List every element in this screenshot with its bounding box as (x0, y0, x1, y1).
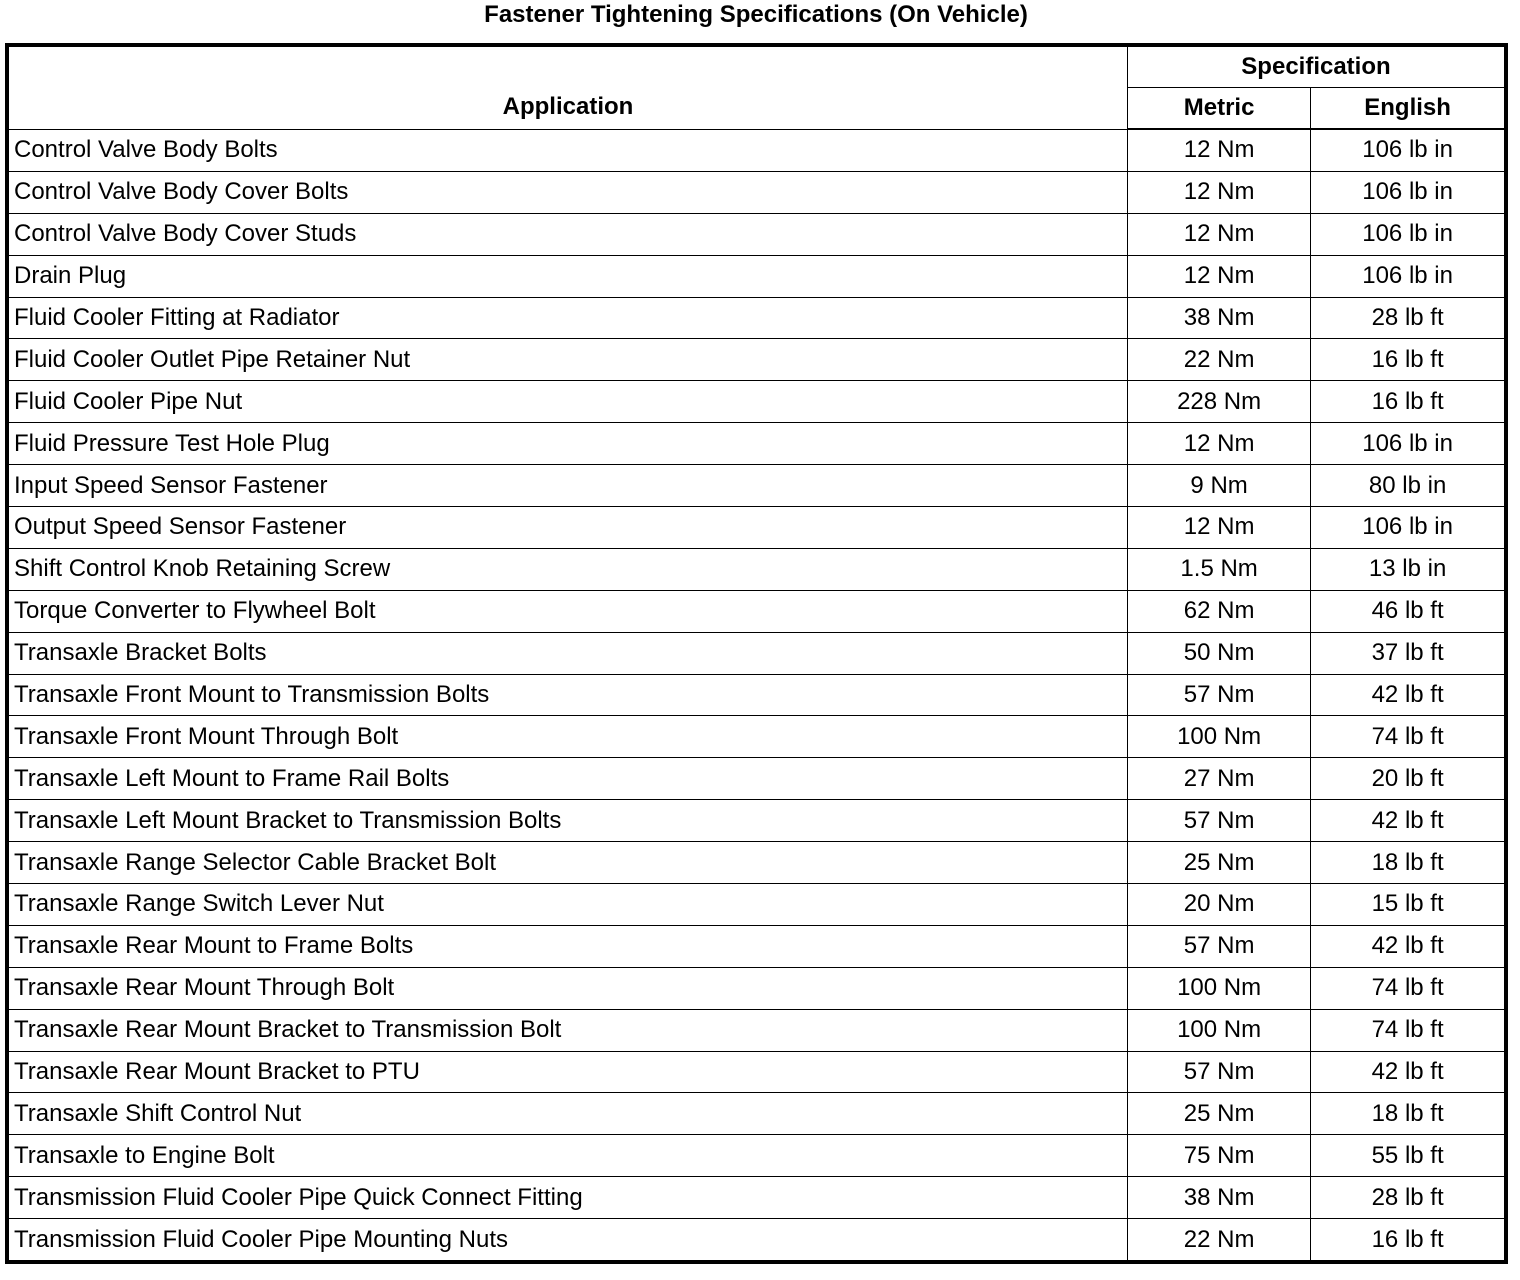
english-cell: 106 lb in (1311, 255, 1506, 297)
metric-cell: 12 Nm (1127, 507, 1310, 549)
metric-cell: 57 Nm (1127, 925, 1310, 967)
application-cell: Control Valve Body Bolts (7, 129, 1127, 171)
metric-cell: 22 Nm (1127, 1219, 1310, 1262)
metric-cell: 57 Nm (1127, 1051, 1310, 1093)
table-row (7, 548, 1506, 590)
english-cell: 20 lb ft (1311, 758, 1506, 800)
metric-cell: 100 Nm (1127, 716, 1310, 758)
english-cell: 106 lb in (1311, 129, 1506, 171)
metric-cell: 9 Nm (1127, 465, 1310, 507)
metric-header: Metric (1127, 88, 1310, 130)
english-cell: 46 lb ft (1311, 590, 1506, 632)
table-row (7, 339, 1506, 381)
application-cell: Output Speed Sensor Fastener (7, 507, 1127, 549)
metric-cell: 57 Nm (1127, 674, 1310, 716)
table-row (7, 842, 1506, 884)
metric-cell: 75 Nm (1127, 1135, 1310, 1177)
english-cell: 42 lb ft (1311, 674, 1506, 716)
metric-cell: 100 Nm (1127, 967, 1310, 1009)
metric-cell: 50 Nm (1127, 632, 1310, 674)
english-cell: 42 lb ft (1311, 925, 1506, 967)
english-cell: 55 lb ft (1311, 1135, 1506, 1177)
table-row (7, 507, 1506, 549)
table-row (7, 1135, 1506, 1177)
metric-cell: 25 Nm (1127, 842, 1310, 884)
application-cell: Transaxle Rear Mount Bracket to PTU (7, 1051, 1127, 1093)
application-cell: Shift Control Knob Retaining Screw (7, 548, 1127, 590)
english-cell: 80 lb in (1311, 465, 1506, 507)
application-cell: Transmission Fluid Cooler Pipe Quick Connect Fitting (7, 1177, 1127, 1219)
english-cell: 106 lb in (1311, 213, 1506, 255)
english-cell: 16 lb ft (1311, 381, 1506, 423)
english-header: English (1311, 88, 1506, 130)
metric-cell: 38 Nm (1127, 297, 1310, 339)
english-cell: 16 lb ft (1311, 1219, 1506, 1262)
table-row (7, 1093, 1506, 1135)
table-row (7, 1009, 1506, 1051)
english-cell: 74 lb ft (1311, 967, 1506, 1009)
application-cell: Transaxle Bracket Bolts (7, 632, 1127, 674)
table-row (7, 171, 1506, 213)
metric-cell: 12 Nm (1127, 255, 1310, 297)
english-cell: 37 lb ft (1311, 632, 1506, 674)
header-row-top (7, 45, 1506, 88)
english-cell: 15 lb ft (1311, 884, 1506, 926)
english-cell: 16 lb ft (1311, 339, 1506, 381)
table-header (7, 45, 1506, 129)
english-cell: 28 lb ft (1311, 297, 1506, 339)
metric-cell: 12 Nm (1127, 213, 1310, 255)
table-row (7, 590, 1506, 632)
english-cell: 42 lb ft (1311, 800, 1506, 842)
application-cell: Fluid Cooler Fitting at Radiator (7, 297, 1127, 339)
application-cell: Transmission Fluid Cooler Pipe Mounting Nuts (7, 1219, 1127, 1262)
page-title: Fastener Tightening Specifications (On Vehicle) (484, 1, 1028, 28)
table-row (7, 1177, 1506, 1219)
application-cell: Transaxle Left Mount to Frame Rail Bolts (7, 758, 1127, 800)
english-cell: 28 lb ft (1311, 1177, 1506, 1219)
metric-cell: 12 Nm (1127, 423, 1310, 465)
metric-cell: 25 Nm (1127, 1093, 1310, 1135)
application-cell: Fluid Cooler Outlet Pipe Retainer Nut (7, 339, 1127, 381)
specification-header: Specification (1127, 45, 1506, 88)
metric-cell: 57 Nm (1127, 800, 1310, 842)
table-row (7, 967, 1506, 1009)
table-row (7, 381, 1506, 423)
metric-cell: 228 Nm (1127, 381, 1310, 423)
metric-cell: 62 Nm (1127, 590, 1310, 632)
application-cell: Fluid Cooler Pipe Nut (7, 381, 1127, 423)
metric-cell: 20 Nm (1127, 884, 1310, 926)
application-cell: Transaxle Range Selector Cable Bracket Bolt (7, 842, 1127, 884)
table-row (7, 758, 1506, 800)
application-cell: Transaxle to Engine Bolt (7, 1135, 1127, 1177)
metric-cell: 1.5 Nm (1127, 548, 1310, 590)
english-cell: 42 lb ft (1311, 1051, 1506, 1093)
table-row (7, 1219, 1506, 1262)
metric-cell: 27 Nm (1127, 758, 1310, 800)
english-cell: 106 lb in (1311, 423, 1506, 465)
table-row (7, 925, 1506, 967)
application-cell: Control Valve Body Cover Studs (7, 213, 1127, 255)
table-row (7, 632, 1506, 674)
table-row (7, 884, 1506, 926)
application-cell: Transaxle Rear Mount Through Bolt (7, 967, 1127, 1009)
application-cell: Torque Converter to Flywheel Bolt (7, 590, 1127, 632)
english-cell: 106 lb in (1311, 507, 1506, 549)
table-row (7, 129, 1506, 171)
english-cell: 13 lb in (1311, 548, 1506, 590)
table-row (7, 800, 1506, 842)
application-cell: Transaxle Front Mount to Transmission Bolts (7, 674, 1127, 716)
table-body (7, 129, 1506, 1262)
table-row (7, 1051, 1506, 1093)
application-cell: Drain Plug (7, 255, 1127, 297)
english-cell: 18 lb ft (1311, 1093, 1506, 1135)
metric-cell: 12 Nm (1127, 171, 1310, 213)
table-row (7, 716, 1506, 758)
application-header: Application (7, 45, 1127, 129)
application-cell: Transaxle Shift Control Nut (7, 1093, 1127, 1135)
english-cell: 18 lb ft (1311, 842, 1506, 884)
metric-cell: 100 Nm (1127, 1009, 1310, 1051)
english-cell: 74 lb ft (1311, 716, 1506, 758)
table-row (7, 255, 1506, 297)
application-cell: Transaxle Rear Mount Bracket to Transmission Bolt (7, 1009, 1127, 1051)
application-cell: Transaxle Left Mount Bracket to Transmission Bolts (7, 800, 1127, 842)
table-row (7, 297, 1506, 339)
english-cell: 74 lb ft (1311, 1009, 1506, 1051)
metric-cell: 22 Nm (1127, 339, 1310, 381)
application-cell: Transaxle Range Switch Lever Nut (7, 884, 1127, 926)
application-cell: Control Valve Body Cover Bolts (7, 171, 1127, 213)
table-row (7, 423, 1506, 465)
table-row (7, 674, 1506, 716)
application-cell: Fluid Pressure Test Hole Plug (7, 423, 1127, 465)
application-cell: Input Speed Sensor Fastener (7, 465, 1127, 507)
table-row (7, 465, 1506, 507)
english-cell: 106 lb in (1311, 171, 1506, 213)
metric-cell: 38 Nm (1127, 1177, 1310, 1219)
metric-cell: 12 Nm (1127, 129, 1310, 171)
application-cell: Transaxle Front Mount Through Bolt (7, 716, 1127, 758)
table-row (7, 213, 1506, 255)
application-cell: Transaxle Rear Mount to Frame Bolts (7, 925, 1127, 967)
fastener-spec-table (5, 43, 1508, 1264)
